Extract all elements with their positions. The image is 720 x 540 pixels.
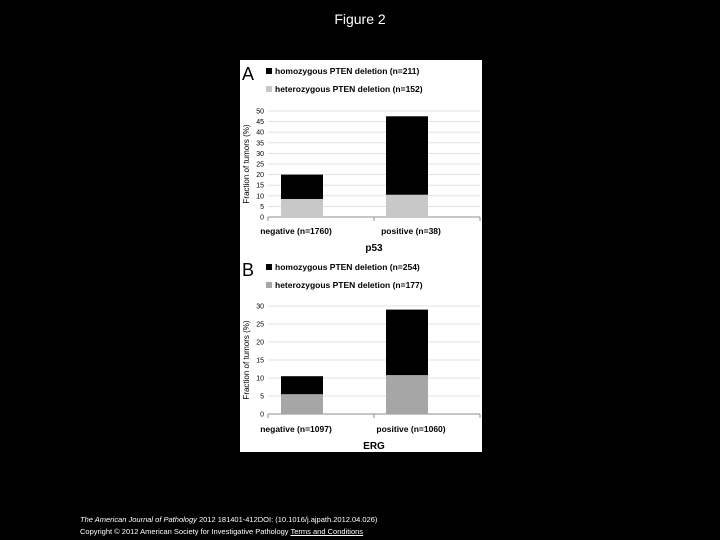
panel-a-bar-homozygous-negative [281, 175, 323, 199]
panel-a-y-tick-label: 15 [256, 182, 264, 190]
panel-a-label: A [242, 64, 255, 84]
panel-b-y-tick-label: 0 [260, 411, 264, 419]
panel-a-legend-swatch-homozygous [266, 68, 272, 74]
copyright-text: Copyright © 2012 American Society for Investigative Pathology [80, 527, 289, 536]
panel-a-y-tick-label: 30 [256, 150, 264, 158]
panel-a-category-label: positive (n=38) [381, 226, 441, 236]
panel-a-y-tick-label: 50 [256, 108, 264, 116]
panel-a-y-tick-label: 0 [260, 214, 264, 222]
panel-b-category-label: negative (n=1097) [260, 424, 332, 434]
citation-line [80, 514, 377, 526]
terms-link[interactable]: Terms and Conditions [290, 527, 364, 536]
panel-a-x-axis-label: p53 [365, 243, 383, 254]
panel-b-y-axis-label: Fraction of tumors (%) [242, 320, 251, 400]
panel-a-bar-heterozygous-positive [386, 195, 428, 217]
panel-b-bar-homozygous-positive [386, 310, 428, 376]
panel-b-y-tick-label: 15 [256, 357, 264, 365]
panel-b-legend-heterozygous: heterozygous PTEN deletion (n=177) [275, 280, 423, 290]
panel-b-y-tick-label: 20 [256, 339, 264, 347]
panel-b-category-label: positive (n=1060) [376, 424, 446, 434]
figure-title: Figure 2 [334, 11, 386, 27]
panel-a-y-tick-label: 40 [256, 129, 264, 137]
panel-b-label: B [242, 260, 255, 280]
panel-b-y-tick-label: 30 [256, 303, 264, 311]
panel-a-y-tick-label: 5 [260, 203, 264, 211]
panel-a-category-label: negative (n=1760) [260, 226, 332, 236]
panel-a-y-axis-label: Fraction of tumors (%) [242, 124, 251, 204]
journal-name: The American Journal of Pathology [80, 515, 197, 524]
citation-text: 2012 181401-412DOI: (10.1016/j.ajpath.2012.04.026) [196, 515, 378, 524]
panel-a-y-tick-label: 35 [256, 140, 264, 148]
panel-a-legend-homozygous: homozygous PTEN deletion (n=211) [275, 66, 420, 76]
panel-b-bar-heterozygous-positive [386, 375, 428, 414]
panel-b-legend-swatch-homozygous [266, 264, 272, 270]
panel-a-legend-heterozygous: heterozygous PTEN deletion (n=152) [275, 84, 423, 94]
figure-chart [240, 60, 482, 452]
panel-b-x-axis-label: ERG [363, 441, 385, 452]
panel-a-y-tick-label: 20 [256, 172, 264, 180]
panel-b-bar-heterozygous-negative [281, 394, 323, 414]
panel-a-bar-homozygous-positive [386, 116, 428, 194]
panel-b-y-tick-label: 25 [256, 321, 264, 329]
panel-b-legend-homozygous: homozygous PTEN deletion (n=254) [275, 262, 420, 272]
panel-b-y-tick-label: 5 [260, 393, 264, 401]
panel-a-legend-swatch-heterozygous [266, 86, 272, 92]
panel-b-bar-homozygous-negative [281, 376, 323, 394]
panel-a-y-tick-label: 45 [256, 119, 264, 127]
copyright-line [80, 526, 377, 538]
panel-b-y-tick-label: 10 [256, 375, 264, 383]
footer [80, 514, 377, 538]
panel-a-y-tick-label: 10 [256, 193, 264, 201]
figure-panel [240, 60, 482, 452]
panel-b-legend-swatch-heterozygous [266, 282, 272, 288]
panel-a-y-tick-label: 25 [256, 161, 264, 169]
panel-a-bar-heterozygous-negative [281, 199, 323, 217]
